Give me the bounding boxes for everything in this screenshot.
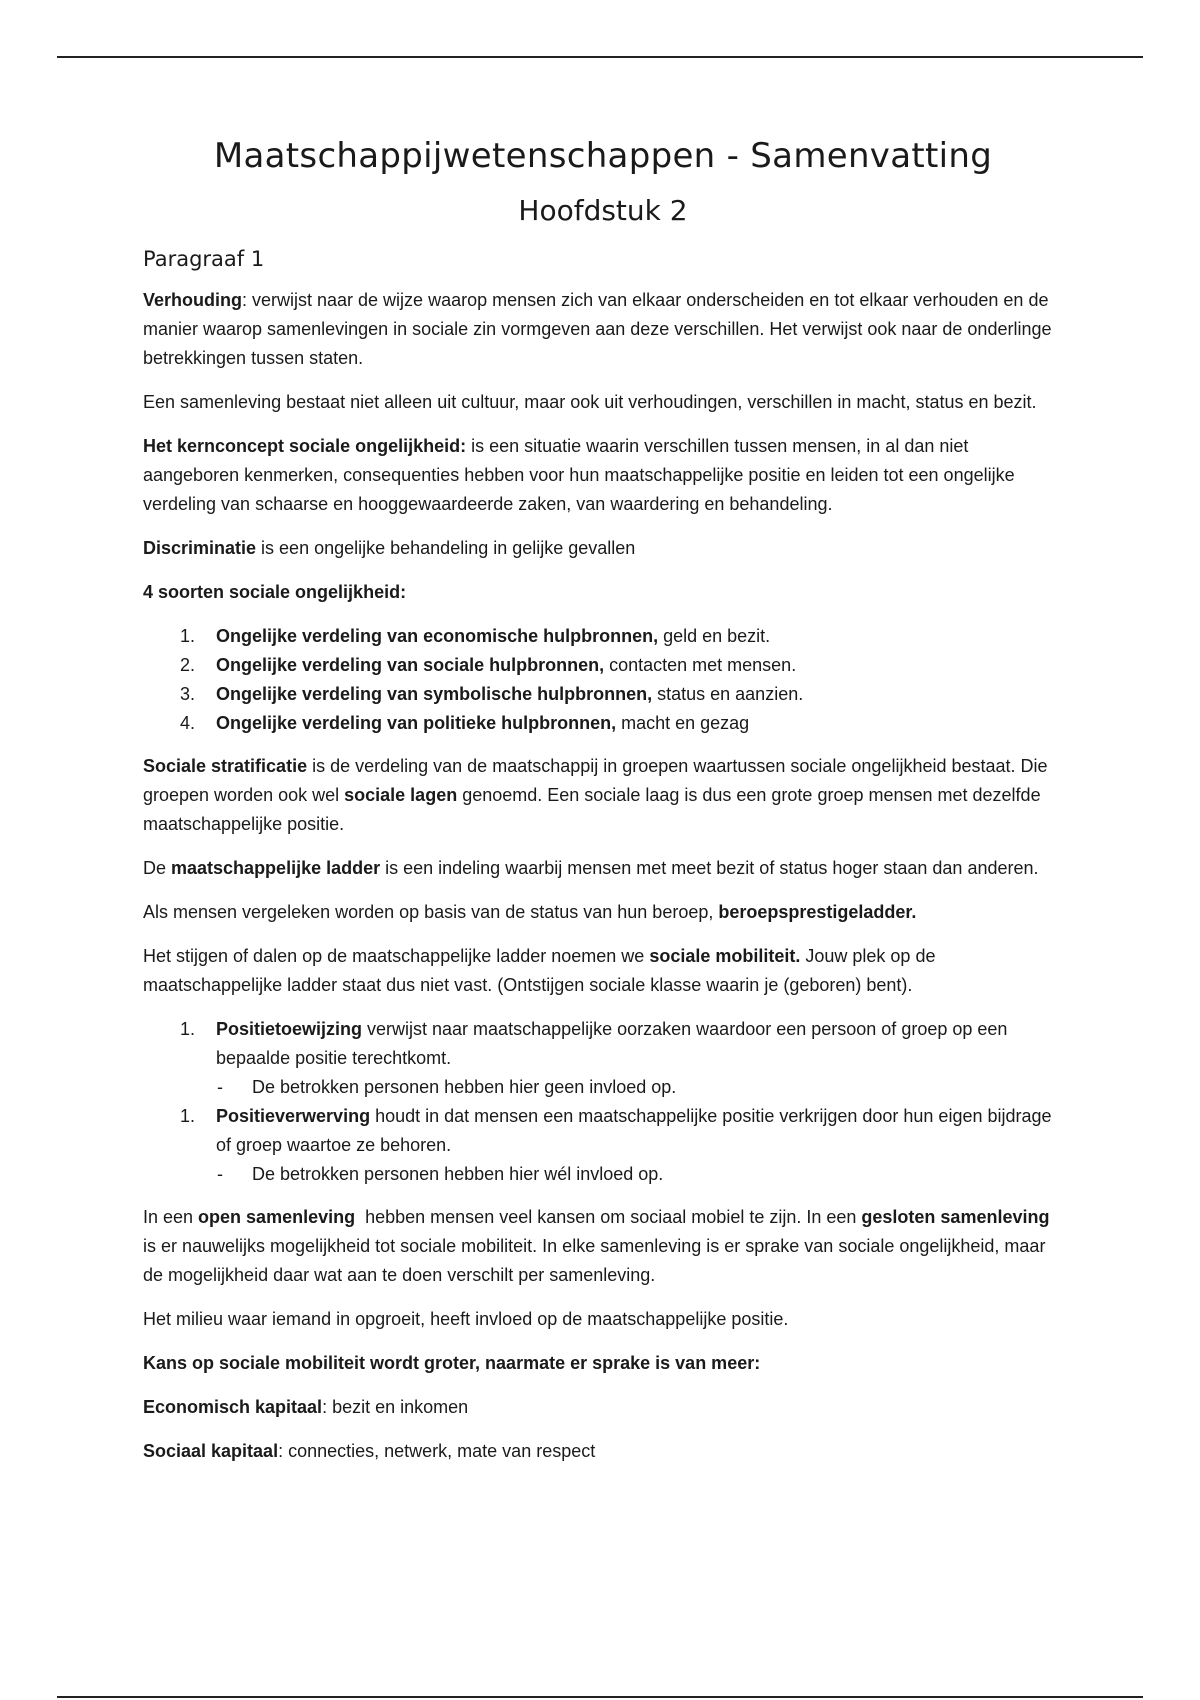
paragraph-economisch: Economisch kapitaal: bezit en inkomen — [143, 1397, 469, 1417]
sub-item: - De betrokken personen hebben hier geen invloed op. — [217, 1077, 677, 1097]
paragraph-kans-heading: Kans op sociale mobiliteit wordt groter, naarmate er sprake is van meer: — [143, 1353, 761, 1373]
term: Verhouding — [143, 290, 242, 310]
paragraph-sociaal: Sociaal kapitaal: connecties, netwerk, mate van respect — [143, 1441, 596, 1461]
list-item: 4. Ongelijke verdeling van politieke hulpbronnen, macht en gezag — [180, 713, 750, 733]
paragraph-soorten-heading: 4 soorten sociale ongelijkheid: — [143, 582, 407, 602]
paragraph-verhouding: Verhouding: verwijst naar de wijze waarop mensen zich van elkaar onderscheiden en tot elkaar verhouden en de manier waarop samenlevingen in sociale zin vormgeven aan deze verschillen. Het verwijst ook naar de onderlinge betrekkingen tussen staten. — [143, 290, 1052, 368]
term: Discriminatie — [143, 538, 257, 558]
paragraph-open-gesloten: In een open samenleving hebben mensen veel kansen om sociaal mobiel te zijn. In een gesloten samenleving is er nauwelijks mogelijkheid tot sociale mobiliteit. In elke samenleving is er sprake van sociale ongelijkheid, maar de mogelijkheid daar wat aan te doen verschilt per samenleving. — [143, 1207, 1050, 1285]
list-item: 1. Ongelijke verdeling van economische hulpbronnen, geld en bezit. — [180, 626, 771, 646]
document-page — [143, 136, 1063, 1481]
paragraph-kernconcept: Het kernconcept sociale ongelijkheid: is een situatie waarin verschillen tussen mensen, in al dan niet aangeboren kenmerken, consequenties hebben voor hun maatschappelijke positie en leiden tot een ongelijke verdeling van schaarse en hooggewaardeerde zaken, van waardering en behandeling. — [143, 436, 1015, 514]
paragraph-stratificatie: Sociale stratificatie is de verdeling van de maatschappij in groepen waartussen sociale ongelijkheid bestaat. Die groepen worden ook wel sociale lagen genoemd. Een sociale laag is dus een grote groep mensen met dezelfde maatschappelijke positie. — [143, 756, 1048, 834]
sub-item: - De betrokken personen hebben hier wél invloed op. — [217, 1164, 664, 1184]
list-item: 2. Ongelijke verdeling van sociale hulpbronnen, contacten met mensen. — [180, 655, 797, 675]
term: Het kernconcept sociale ongelijkheid: — [143, 436, 467, 456]
list-item: 3. Ongelijke verdeling van symbolische hulpbronnen, status en aanzien. — [180, 684, 804, 704]
paragraph-mobiliteit: Het stijgen of dalen op de maatschappelijke ladder noemen we sociale mobiliteit. Jouw plek op de maatschappelijke ladder staat dus niet vast. (Ontstijgen sociale klasse waarin je (geboren) bent). — [143, 946, 936, 995]
list-ongelijkheid — [143, 622, 1063, 738]
list-item: 1. Positietoewijzing verwijst naar maatschappelijke oorzaken waardoor een persoon of groep op een bepaalde positie terechtkomt. — [180, 1019, 1008, 1068]
paragraph-milieu: Het milieu waar iemand in opgroeit, heeft invloed op de maatschappelijke positie. — [143, 1309, 789, 1329]
paragraph-discriminatie: Discriminatie is een ongelijke behandeling in gelijke gevallen — [143, 538, 636, 558]
section-heading: Paragraaf 1 — [143, 247, 265, 271]
paragraph-samenleving: Een samenleving bestaat niet alleen uit cultuur, maar ook uit verhoudingen, verschillen in macht, status en bezit. — [143, 392, 1037, 412]
paragraph-beroepsprestige: Als mensen vergeleken worden op basis van de status van hun beroep, beroepsprestigeladder. — [143, 902, 917, 922]
paragraph-ladder: De maatschappelijke ladder is een indeling waarbij mensen met meet bezit of status hoger staan dan anderen. — [143, 858, 1039, 878]
list-positie — [143, 1015, 1063, 1189]
list-item: 1. Positieverwerving houdt in dat mensen een maatschappelijke positie verkrijgen door hun eigen bijdrage of groep waartoe ze behoren. — [180, 1106, 1052, 1155]
top-rule — [57, 56, 1143, 58]
document-title: Maatschappijwetenschappen - Samenvatting — [213, 136, 993, 176]
bottom-rule — [57, 1696, 1143, 1698]
chapter-heading: Hoofdstuk 2 — [518, 194, 688, 227]
